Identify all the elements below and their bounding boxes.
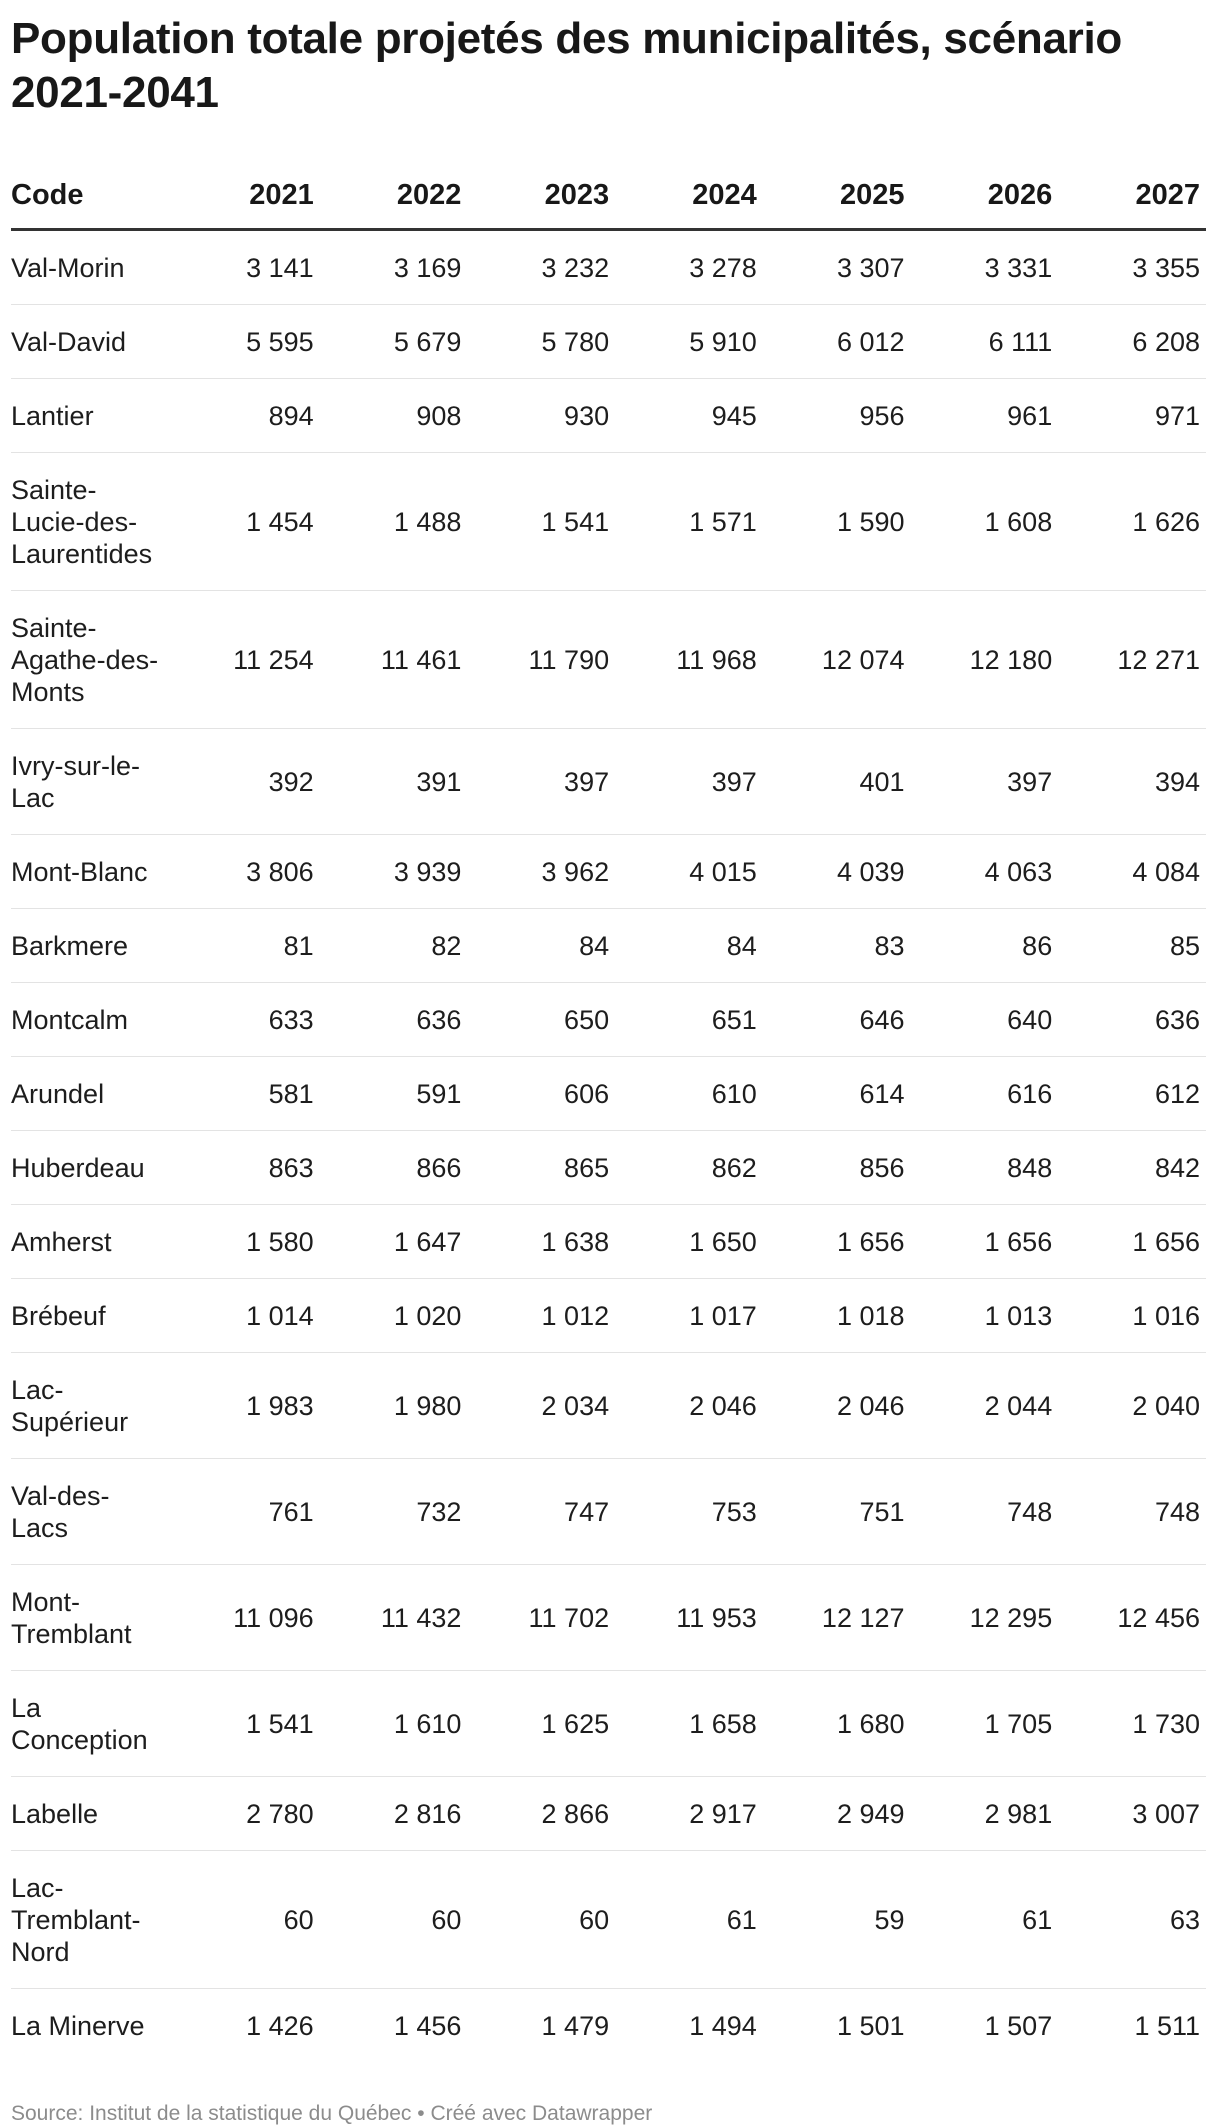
column-header[interactable]: 2027	[1058, 168, 1206, 230]
table-cell: 5 679	[320, 305, 468, 379]
column-header[interactable]: 2025	[763, 168, 911, 230]
table-header-row	[11, 168, 1206, 230]
table-cell: 391	[320, 729, 468, 835]
table-row	[11, 729, 1206, 835]
table-cell: 12 180	[911, 591, 1059, 729]
table-cell: 1 610	[320, 1671, 468, 1777]
column-header[interactable]: 2026	[911, 168, 1059, 230]
table-cell: 1 625	[467, 1671, 615, 1777]
table-cell: 1 020	[320, 1279, 468, 1353]
table-cell: 11 790	[467, 591, 615, 729]
table-cell: 2 046	[615, 1353, 763, 1459]
table-cell: 3 307	[763, 230, 911, 305]
table-cell: 60	[467, 1851, 615, 1989]
table-cell: 1 580	[172, 1205, 320, 1279]
row-code-cell: Val-David	[11, 305, 172, 379]
table-cell: 1 501	[836, 2010, 905, 2041]
table-cell: 394	[1058, 729, 1206, 835]
table-cell: 1 014	[172, 1279, 320, 1353]
table-cell: 1 656	[911, 1205, 1059, 1279]
population-table	[11, 168, 1206, 2062]
table-cell: 646	[763, 983, 911, 1057]
column-header[interactable]: 2024	[615, 168, 763, 230]
table-row	[11, 591, 1206, 729]
table-cell: 753	[615, 1459, 763, 1565]
table-cell: 81	[172, 909, 320, 983]
table-cell: 1 541	[467, 453, 615, 591]
table-cell: 614	[763, 1057, 911, 1131]
table-cell: 11 968	[615, 591, 763, 729]
table-cell: 12 271	[1058, 591, 1206, 729]
table-row	[11, 1205, 1206, 1279]
table-cell: 392	[172, 729, 320, 835]
table-row	[11, 835, 1206, 909]
table-row	[11, 983, 1206, 1057]
table-cell: 1 013	[911, 1279, 1059, 1353]
table-cell: 60	[320, 1851, 468, 1989]
source-label: Source:	[11, 2102, 84, 2125]
table-cell: 3 939	[320, 835, 468, 909]
table-cell: 83	[763, 909, 911, 983]
table-cell: 2 040	[1058, 1353, 1206, 1459]
table-row	[11, 1671, 1206, 1777]
row-code-cell: Mont-Blanc	[11, 835, 172, 909]
table-cell: 2 034	[467, 1353, 615, 1459]
table-cell: 1 479	[541, 2010, 610, 2041]
row-code-cell: Mont-Tremblant	[11, 1565, 172, 1671]
source-text: Institut de la statistique du Québec	[89, 2102, 412, 2125]
table-row	[11, 909, 1206, 983]
table-cell: 4 039	[763, 835, 911, 909]
table-cell: 761	[172, 1459, 320, 1565]
table-cell: 6 208	[1058, 305, 1206, 379]
table-cell: 636	[320, 983, 468, 1057]
table-cell: 1 012	[467, 1279, 615, 1353]
row-code-cell: Arundel	[11, 1057, 172, 1131]
table-cell: 1 980	[320, 1353, 468, 1459]
table-cell: 1 658	[615, 1671, 763, 1777]
table-cell: 2 917	[615, 1777, 763, 1851]
table-cell: 11 254	[172, 591, 320, 729]
table-cell: 12 074	[763, 591, 911, 729]
row-code-cell: Lac-Supérieur	[11, 1353, 172, 1459]
table-cell: 636	[1058, 983, 1206, 1057]
table-cell: 4 063	[911, 835, 1059, 909]
table-row	[11, 1989, 1206, 2063]
table-cell: 61	[911, 1851, 1059, 1989]
table-cell: 86	[911, 909, 1059, 983]
table-cell: 84	[615, 909, 763, 983]
table-cell: 61	[615, 1851, 763, 1989]
table-cell: 581	[172, 1057, 320, 1131]
table-cell: 1 647	[320, 1205, 468, 1279]
table-row	[11, 379, 1206, 453]
table-cell: 1 656	[763, 1205, 911, 1279]
table-cell: 591	[320, 1057, 468, 1131]
table-cell: 5 595	[172, 305, 320, 379]
table-cell: 1 507	[984, 2010, 1053, 2041]
table-cell: 85	[1058, 909, 1206, 983]
table-cell: 961	[911, 379, 1059, 453]
row-code-cell: Montcalm	[11, 983, 172, 1057]
table-cell: 3 355	[1058, 230, 1206, 305]
column-header[interactable]: 2021	[172, 168, 320, 230]
table-cell: 59	[763, 1851, 911, 1989]
row-code-cell: La Conception	[11, 1671, 172, 1777]
table-cell: 12 127	[763, 1565, 911, 1671]
table-cell: 12 295	[911, 1565, 1059, 1671]
table-cell: 3 806	[172, 835, 320, 909]
table-cell: 12 456	[1058, 1565, 1206, 1671]
chart-title: Population totale projetés des municipalités, scénario 2021-2041	[11, 14, 1122, 117]
table-cell: 751	[763, 1459, 911, 1565]
table-cell: 11 096	[172, 1565, 320, 1671]
table-cell: 1 656	[1058, 1205, 1206, 1279]
table-cell: 2 780	[172, 1777, 320, 1851]
table-cell: 612	[1058, 1057, 1206, 1131]
table-row	[11, 305, 1206, 379]
table-cell: 748	[911, 1459, 1059, 1565]
table-cell: 732	[320, 1459, 468, 1565]
row-code-cell: Sainte-Lucie-des-Laurentides	[11, 453, 172, 591]
table-cell: 1 456	[393, 2010, 462, 2041]
chart-footer	[11, 2102, 1206, 2126]
table-cell: 1 983	[172, 1353, 320, 1459]
row-code-cell: Val-Morin	[11, 230, 172, 305]
table-cell: 651	[615, 983, 763, 1057]
table-cell: 2 816	[320, 1777, 468, 1851]
table-cell: 747	[467, 1459, 615, 1565]
table-cell: 1 511	[1134, 2010, 1200, 2041]
table-row	[11, 453, 1206, 591]
table-cell: 633	[172, 983, 320, 1057]
footer-separator: •	[417, 2102, 425, 2125]
table-cell: 11 461	[320, 591, 468, 729]
credit-text: Créé avec Datawrapper	[430, 2102, 653, 2125]
row-code-cell: Lantier	[11, 379, 172, 453]
table-cell: 1 590	[763, 453, 911, 591]
table-cell: 2 866	[467, 1777, 615, 1851]
table-cell: 1 626	[1058, 453, 1206, 591]
table-cell: 6 111	[911, 305, 1059, 379]
table-cell: 3 962	[467, 835, 615, 909]
table-cell: 5 910	[615, 305, 763, 379]
table-cell: 3 169	[320, 230, 468, 305]
table-row	[11, 1565, 1206, 1671]
table-cell: 610	[615, 1057, 763, 1131]
table-cell: 848	[911, 1131, 1059, 1205]
table-cell: 4 084	[1058, 835, 1206, 909]
table-cell: 2 044	[911, 1353, 1059, 1459]
table-cell: 1 494	[689, 2010, 757, 2041]
table-cell: 1 608	[911, 453, 1059, 591]
table-cell: 60	[172, 1851, 320, 1989]
row-code-cell: Val-des-Lacs	[11, 1459, 172, 1565]
table-cell: 2 981	[911, 1777, 1059, 1851]
table-cell: 401	[763, 729, 911, 835]
table-cell: 945	[615, 379, 763, 453]
table-cell: 4 015	[615, 835, 763, 909]
table-row	[11, 1851, 1206, 1989]
table-cell: 894	[172, 379, 320, 453]
table-cell: 1 426	[246, 2010, 314, 2041]
column-header[interactable]: 2023	[467, 168, 615, 230]
row-code-cell: Huberdeau	[11, 1131, 172, 1205]
table-cell: 748	[1058, 1459, 1206, 1565]
table-cell: 3 331	[911, 230, 1059, 305]
table-cell: 1 541	[172, 1671, 320, 1777]
table-row	[11, 1353, 1206, 1459]
table-cell: 11 702	[467, 1565, 615, 1671]
row-code-cell: Amherst	[11, 1205, 172, 1279]
table-cell: 1 017	[615, 1279, 763, 1353]
row-code-cell: Brébeuf	[11, 1279, 172, 1353]
table-cell: 3 007	[1058, 1777, 1206, 1851]
table-cell: 5 780	[467, 305, 615, 379]
table-cell: 1 488	[320, 453, 468, 591]
table-cell: 2 046	[763, 1353, 911, 1459]
table-cell: 606	[467, 1057, 615, 1131]
table-cell: 3 278	[615, 230, 763, 305]
row-code-cell: Ivry-sur-le-Lac	[11, 729, 172, 835]
table-cell: 865	[467, 1131, 615, 1205]
table-cell: 1 016	[1058, 1279, 1206, 1353]
table-cell: 1 454	[172, 453, 320, 591]
row-code-cell: Lac-Tremblant-Nord	[11, 1851, 172, 1989]
table-cell: 1 705	[911, 1671, 1059, 1777]
table-cell: 1 638	[467, 1205, 615, 1279]
table-cell: 2 949	[763, 1777, 911, 1851]
row-code-cell: Sainte-Agathe-des-Monts	[11, 591, 172, 729]
table-cell: 616	[911, 1057, 1059, 1131]
table-row	[11, 1279, 1206, 1353]
table-row	[11, 1131, 1206, 1205]
table-cell: 1 650	[615, 1205, 763, 1279]
table-cell: 11 953	[615, 1565, 763, 1671]
table-cell: 3 141	[172, 230, 320, 305]
table-row	[11, 1459, 1206, 1565]
column-header[interactable]: Code	[11, 168, 172, 230]
table-cell: 866	[320, 1131, 468, 1205]
row-code-cell: Labelle	[11, 1777, 172, 1851]
table-cell: 6 012	[763, 305, 911, 379]
table-cell: 63	[1058, 1851, 1206, 1989]
table-cell: 397	[467, 729, 615, 835]
table-cell: 856	[763, 1131, 911, 1205]
table-cell: 842	[1058, 1131, 1206, 1205]
table-body	[11, 230, 1206, 2063]
table-cell: 84	[467, 909, 615, 983]
table-cell: 1 680	[763, 1671, 911, 1777]
table-cell: 862	[615, 1131, 763, 1205]
table-cell: 397	[615, 729, 763, 835]
column-header[interactable]: 2022	[320, 168, 468, 230]
table-cell: 863	[172, 1131, 320, 1205]
table-row	[11, 230, 1206, 305]
table-cell: 11 432	[320, 1565, 468, 1671]
table-cell: 930	[467, 379, 615, 453]
table-cell: 397	[911, 729, 1059, 835]
table-cell: 908	[320, 379, 468, 453]
row-code-cell: Barkmere	[11, 909, 172, 983]
table-cell: 3 232	[467, 230, 615, 305]
table-row	[11, 1777, 1206, 1851]
table-cell: 956	[763, 379, 911, 453]
table-cell: 1 018	[763, 1279, 911, 1353]
table-cell: 1 571	[615, 453, 763, 591]
table-cell: 971	[1058, 379, 1206, 453]
table-row	[11, 1057, 1206, 1131]
table-cell: 640	[911, 983, 1059, 1057]
table-cell: 82	[320, 909, 468, 983]
table-cell: 1 730	[1058, 1671, 1206, 1777]
row-code-cell: La Minerve	[11, 2010, 145, 2041]
table-cell: 650	[467, 983, 615, 1057]
